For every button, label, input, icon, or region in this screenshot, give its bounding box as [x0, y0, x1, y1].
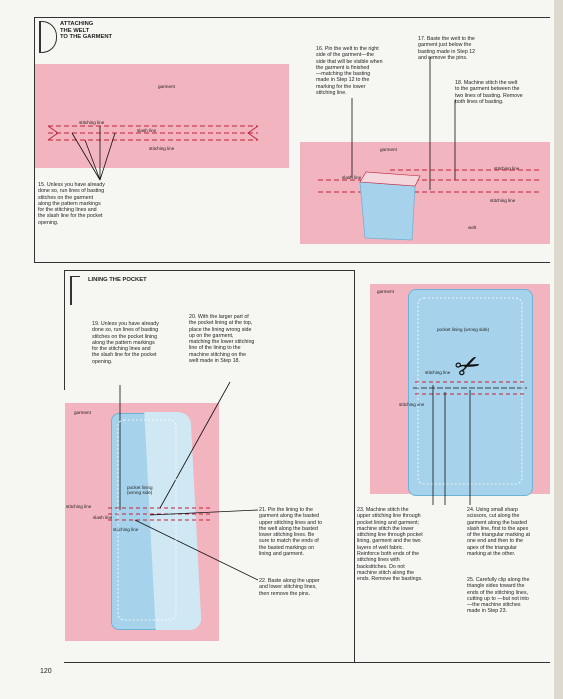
page-number: 120	[40, 668, 52, 675]
step-24: 24. Using small sharp scissors, cut along the garment along the basted slash line, first to the apex of the triangular marking at one end and then to the apex of the triangular marking at the other.	[467, 507, 531, 558]
step-16: 16. Pin the welt to the right side of the garment—the side that will be visible when the garment is finished —matching the basting made in Step 12 to the marking for the lower stitching line.	[316, 46, 383, 97]
label-garment-right2: garment	[377, 289, 394, 294]
label-slash-line-right: slash line	[342, 175, 362, 180]
section1-heading: ATTACHING THE WELT TO THE GARMENT	[60, 21, 113, 41]
label-stitching-line-left2: stitching line	[113, 527, 139, 532]
label-stitching-line-top: stitching line	[79, 120, 105, 125]
label-garment: garment	[158, 84, 175, 89]
label-stitching-line-left: stitching line	[66, 504, 92, 509]
step-17: 17. Baste the welt to the garment just below the basting made in Step 12 and remove the pins.	[418, 36, 476, 61]
step-15: 15. Unless you have already done so, run lines of basting stitches on the garment along the pattern markings for the stitching lines and the slash line for the pocket opening.	[38, 182, 105, 226]
step-22: 22. Baste along the upper and lower stitching lines, then remove the pins.	[259, 578, 320, 597]
step-20: 20. With the larger part of the pocket lining at the top, place the lining wrong side up on the garment, matching the lower stitching line of the lining to the machine stitching on the welt made in Step 18.	[189, 314, 255, 365]
label-stitching-line-right2: stitching line	[399, 402, 425, 407]
label-slash-line: slash line	[137, 128, 157, 133]
step-25: 25. Carefully clip along the triangle sides toward the ends of the stitching lines, cutting up to —but not into —the machine stitches made in Step 23.	[467, 577, 530, 615]
label-stitching-line-r2: stitching line	[490, 198, 516, 203]
step-18: 18. Machine stitch the welt to the garment between the two lines of basting. Remove both lines of basting.	[455, 80, 523, 105]
label-welt: welt	[468, 225, 477, 230]
label-slash-line-left: slash line	[93, 515, 113, 520]
label-pocket-lining-right: pocket lining (wrong side)	[437, 327, 490, 332]
step-23: 23. Machine stitch the upper stitching line through pocket lining and garment; machine stitch the lower stitching line through pocket lining, garment and the two layers of welt fabric. Reinforce both ends of the stitching lines with backstitches. Do not machine stitch along the ends. Remove the bastings.	[357, 507, 423, 583]
scissors-icon: ✂	[449, 346, 487, 387]
label-garment-right: garment	[380, 147, 397, 152]
label-pocket-lining-left: pocket lining (wrong side)	[127, 485, 153, 496]
step-19: 19. Unless you have already done so, run lines of basting stitches on the pocket lining along the pattern markings for the stitching lines and the slash line for the pocket opening.	[92, 321, 159, 365]
label-stitching-line-r1: stitching line	[494, 166, 520, 171]
label-stitching-line-bottom: stitching line	[149, 146, 175, 151]
section2-heading: LINING THE POCKET	[88, 277, 147, 283]
step-21: 21. Pin the lining to the garment along the basted upper stitching lines and to the welt along the basted lower stitching lines. Be sure to match the ends of the basted markings on lining and garment.	[259, 507, 323, 558]
label-garment-left: garment	[74, 410, 91, 415]
label-stitching-line-right1: stitching line	[425, 370, 451, 375]
